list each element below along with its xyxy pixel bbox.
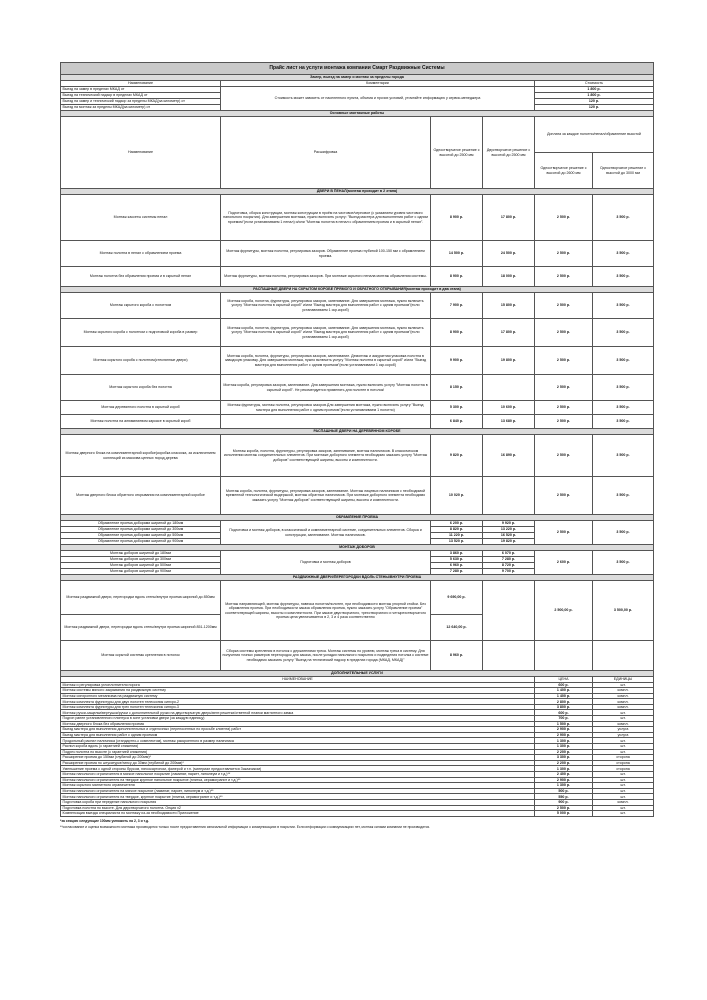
extra-service-unit: компл. bbox=[593, 693, 654, 699]
footnotes bbox=[60, 820, 653, 830]
price-single: 7 280 р. bbox=[431, 569, 483, 575]
extra-service-price: 1 300 р. bbox=[535, 744, 593, 750]
service-name: Обрамление проема доборами шириной до 300мм bbox=[61, 527, 221, 533]
col-header: ЕДИНИЦЫ bbox=[593, 677, 654, 683]
table-row bbox=[61, 293, 654, 319]
page-title: Прайс лист на услуги монтажа компании Смарт Раздвижные Системы bbox=[61, 63, 654, 75]
service-name: Монтаж полотна на алюминиевом каркасе в скрытый короб bbox=[61, 415, 221, 429]
service-desc: Монтаж короба, полотна, фурнитуры, регулировка зазоров, запенивание. Монтаж лицевых наличников с необходимой временной технологической выдержкой, монтаж обратных наличников. При монтаже доборного элемента необходимо заказать услугу "Монтаж доборов" соответствующей ширины, высоты и комплектности. bbox=[221, 477, 431, 515]
surcharge-2600: 2 500 р. bbox=[535, 477, 593, 515]
service-name: Обрамление проема доборами шириной до 500мм bbox=[61, 533, 221, 539]
service-desc: Монтаж короба, полотна, фурнитуры, регулировка зазоров, запенивание, монтаж наличников. В классическом исполнении монтаж соединительных элементов. При монтаже доборного элемента необходимо заказать услугу "Монтаж доборов" соответствующей ширины, высоты и комплектности. bbox=[221, 435, 431, 477]
extra-service-name: Распил короба вдоль (с гарантией снижения) bbox=[61, 744, 535, 750]
surcharge-2600: 2 500 р. bbox=[535, 375, 593, 401]
price-single: 8 900 р. bbox=[431, 319, 483, 347]
surcharge-3000: 3 500 р. bbox=[593, 241, 654, 267]
section-razd: РАЗДВИЖНЫЕ ДВЕРИ/ПЕРЕГОРОДКИ ВДОЛЬ СТЕНЫ/ВНУТРИ ПРОЕМА bbox=[61, 575, 654, 581]
extra-service-unit: шт. bbox=[593, 738, 654, 744]
price-table bbox=[60, 62, 654, 817]
extra-service-unit: шт. bbox=[593, 682, 654, 688]
service-name: Монтаж кассеты системы пенал bbox=[61, 195, 221, 241]
price-double: 19 820 р. bbox=[483, 539, 535, 545]
extra-service-unit: сторона bbox=[593, 766, 654, 772]
price-double: 13 220 р. bbox=[483, 527, 535, 533]
extra-service-unit: шт. bbox=[593, 794, 654, 800]
service-desc bbox=[221, 415, 431, 429]
service-name: Монтаж доборов шириной до 500мм bbox=[61, 563, 221, 569]
price-double: 9 700 р. bbox=[483, 569, 535, 575]
price-double bbox=[483, 477, 535, 515]
service-name: Выезд на замер и технический надзор за пределы МКАД(за километр) от bbox=[61, 99, 221, 105]
surcharge-2600: 2 500 р. bbox=[535, 195, 593, 241]
price-single: 12 640,00 р. bbox=[431, 615, 483, 641]
price-list-document bbox=[60, 62, 653, 832]
extra-service-name: Компенсация выезда специалиста по монтажу из-за необходимости Приложение bbox=[61, 811, 535, 817]
extra-service-name: Выезд мастера для выполнения дополнительных и отделочных (переносенных по просьбе клиента) работ bbox=[61, 727, 535, 733]
extra-service-name: Монтаж ручки-защелки/вертушки/ручки с дополнительной ручки на двустворчатую дверь/вент.решетки/ответной планки магнитного замка bbox=[61, 710, 535, 716]
extra-service-unit: шт. bbox=[593, 744, 654, 750]
service-name: Монтаж доборов шириной до 900мм bbox=[61, 569, 221, 575]
service-desc: Подготовка, сборка конструкции, монтаж конструкции в проём на чистовое/черновое (с указанием уровня чистового напольного покрытия). Для завершения монтажа, нужно включить услугу: "Выезд мастера для выполнения работ с одним проемом"(если устанавливаем 1 пенал) и/или "Монтаж полотна в пенал с обрамлением проема и в скрытый пенал". bbox=[221, 195, 431, 241]
extra-service-name: Монтаж напольного ограничителя на твердое, крупное покрытие (плитка, керамогранит и т.д.)** bbox=[61, 794, 535, 800]
surcharge-2600: 2 500 р. bbox=[535, 415, 593, 429]
service-desc: Монтаж фурнитуры, монтаж полотна, регулировка зазоров.Для завершения монтажа, нужно включить услугу "Выезд мастера для выполнения работ с одним проемом"(если устанавливаем 1 полотно) bbox=[221, 401, 431, 415]
table-row bbox=[61, 477, 654, 515]
price-double: 19 800 р. bbox=[483, 347, 535, 375]
extra-service-name: Монтаж дверного блока без обрамления проема bbox=[61, 721, 535, 727]
extra-service-price: 500 р. bbox=[535, 788, 593, 794]
col-header: Одностворчатое решение с высотой до 2600 мм bbox=[535, 153, 593, 189]
surcharge-3000: 3 500 р. bbox=[593, 293, 654, 319]
col-header: Наименование bbox=[61, 81, 221, 87]
price-single: 14 500 р. bbox=[431, 241, 483, 267]
col-header: Наименование bbox=[61, 117, 221, 189]
price: 120 р. bbox=[535, 105, 654, 111]
service-name: Монтаж скрытого короба с полотном с подготовкой короба в размер bbox=[61, 319, 221, 347]
extra-service-unit: услуга bbox=[593, 732, 654, 738]
extra-service-price: 1 300 р. bbox=[535, 766, 593, 772]
price-single: 8 960 р. bbox=[431, 641, 483, 671]
extra-service-name: Подгон ранее установленного плинтуса в зоне установки двери (за каждую единицу) bbox=[61, 716, 535, 722]
section-extra: ДОПОЛНИТЕЛЬНЫЕ УСЛУГИ bbox=[61, 671, 654, 677]
price-single: 5 630 р. bbox=[431, 557, 483, 563]
service-name: Монтаж раздвижной двери, перегородки вдоль стены/внутри проема шириной до 850мм bbox=[61, 581, 221, 615]
surcharge-2600: 2 500 р. bbox=[535, 521, 593, 545]
col-header: ЦЕНА bbox=[535, 677, 593, 683]
price-double bbox=[483, 375, 535, 401]
section-dob: МОНТАЖ ДОБОРОВ bbox=[61, 545, 654, 551]
price-double bbox=[483, 641, 535, 671]
extra-service-name: Монтаж напольного ограничителя в мягкое напольное покрытие (ламинат, паркет, линолеум и т.д.)** bbox=[61, 772, 535, 778]
service-desc: Подготовка и монтаж доборов, в классической и комплиментарной системе, соединительных элементов. Сборка и конструкции, запенивание. Монтаж наличников. bbox=[221, 521, 431, 545]
surcharge-3000 bbox=[593, 641, 654, 671]
col-header: Одностворчатое решение с высотой до 3000 мм bbox=[593, 153, 654, 189]
surcharge-2600: 2 500 р. bbox=[535, 293, 593, 319]
surcharge-3000: 3 500 р. bbox=[593, 521, 654, 545]
service-name: Обрамление проема доборами шириной до 900мм bbox=[61, 539, 221, 545]
price-single: 8 900 р. bbox=[431, 195, 483, 241]
extra-service-price: 1 400 р. bbox=[535, 688, 593, 694]
service-name: Монтаж дверного блока обратного открывания на комплиментарной коробке bbox=[61, 477, 221, 515]
extra-service-unit: шт. bbox=[593, 805, 654, 811]
service-name: Обрамление проема доборами шириной до 180мм bbox=[61, 521, 221, 527]
price-single: 13 520 р. bbox=[431, 539, 483, 545]
surcharge-3000: 3 500 р. bbox=[593, 195, 654, 241]
table-row bbox=[61, 241, 654, 267]
table-row bbox=[61, 401, 654, 415]
extra-service-unit: услуга bbox=[593, 727, 654, 733]
extra-service-name: Монтаж напольного ограничителя на твердое крупное напольное покрытие (плитка, керамогранит и т.д.)** bbox=[61, 777, 535, 783]
extra-service-name: Расширение проема до 150мм (глубиной до 200мм)* bbox=[61, 755, 535, 761]
service-desc: Подготовка и монтаж доборов bbox=[221, 551, 431, 575]
table-row bbox=[61, 641, 654, 671]
extra-service-name: Монтаж системы мягкого закрывания на раздвижную систему bbox=[61, 688, 535, 694]
extra-service-price: 600 р. bbox=[535, 710, 593, 716]
surcharge-2600: 2 500 р. bbox=[535, 435, 593, 477]
extra-service-unit: сторона bbox=[593, 760, 654, 766]
surcharge-2600 bbox=[535, 641, 593, 671]
extra-service-name: Выезд мастера для выполнения работ с одним проемом bbox=[61, 732, 535, 738]
price-single: 8 820 р. bbox=[431, 527, 483, 533]
service-name: Монтаж полотна в пенал с обрамлением проема bbox=[61, 241, 221, 267]
col-header: Расшифровка bbox=[221, 117, 431, 189]
price-double: 7 280 р. bbox=[483, 557, 535, 563]
surcharge-2600: 2 500,00 р. bbox=[535, 581, 593, 641]
service-name: Монтаж раздвижной двери, перегородки вдоль стены/внутри проема шириной 851-1200мм bbox=[61, 615, 221, 641]
extra-service-price: 550 р. bbox=[535, 794, 593, 800]
price-single: 5 300 р. bbox=[431, 401, 483, 415]
surcharge-2600: 2 500 р. bbox=[535, 267, 593, 287]
extra-service-price: 5 000 р. bbox=[535, 811, 593, 817]
table-row bbox=[61, 195, 654, 241]
price-single: 3 860 р. bbox=[431, 551, 483, 557]
table-row bbox=[61, 117, 654, 153]
extra-service-price: 2 800 р. bbox=[535, 699, 593, 705]
service-desc: Монтаж фурнитуры, монтаж полотна, регулировка зазоров. При монтаже скрытого пенала монтаж обрамления системы. bbox=[221, 267, 431, 287]
extra-service-price: 2 500 р. bbox=[535, 805, 593, 811]
surcharge-3000: 3 500 р. bbox=[593, 267, 654, 287]
extra-service-price: 2 900 р. bbox=[535, 777, 593, 783]
price-double: 9 920 р. bbox=[483, 521, 535, 527]
extra-service-name: Уменьшение проема с одной стороны брусом, гипсокартоном, фанерой и т.п. (материал предоставляется Заказчиком) bbox=[61, 766, 535, 772]
service-desc: Монтаж короба, полотна, фурнитуры, регулировка зазоров, запенивание. Для завершения монтажа, нужно включить услугу "Монтаж полотна в скрытый короб" и/или "Выезд мастера для выполнения работ с одним проемом"(если устанавливаем 1 скр.короб) bbox=[221, 319, 431, 347]
table-row bbox=[61, 415, 654, 429]
extra-service-price: 2 900 р. bbox=[535, 732, 593, 738]
price-single: 9 690,00 р. bbox=[431, 581, 483, 615]
service-name: Монтаж скрытой системы крепления в потолок bbox=[61, 641, 221, 671]
price-single: 6 840 р. bbox=[431, 415, 483, 429]
col-header: Доплата за каждое полотно/пенал/обрамление высотой bbox=[535, 117, 654, 153]
extra-service-unit: шт. bbox=[593, 749, 654, 755]
table-row bbox=[61, 811, 654, 817]
extra-service-name: Расширение проема по штукатурке/гипсу до 30мм (глубиной до 200мм)* bbox=[61, 760, 535, 766]
section-penal: ДВЕРИ В ПЕНАЛ(монтаж проходит в 2 этапа) bbox=[61, 189, 654, 195]
table-row bbox=[61, 63, 654, 75]
extra-service-unit: шт. bbox=[593, 811, 654, 817]
extra-service-unit: компл. bbox=[593, 688, 654, 694]
price-single: 10 020 р. bbox=[431, 477, 483, 515]
price-single: 6 960 р. bbox=[431, 563, 483, 569]
col-header: НАИМЕНОВАНИЕ bbox=[61, 677, 535, 683]
zamer-comment: Стоимость может зависеть от населенного пункта, объема и прочих условий, уточняйте информацию у сервис-менеджера bbox=[221, 87, 535, 111]
extra-service-price: 1 300 р. bbox=[535, 783, 593, 789]
extra-service-unit: шт. bbox=[593, 716, 654, 722]
service-name: Монтаж скрытого короба с полотном bbox=[61, 293, 221, 319]
table-row bbox=[61, 375, 654, 401]
price-double: 18 000 р. bbox=[483, 267, 535, 287]
price-double: 6 070 р. bbox=[483, 551, 535, 557]
service-name: Выезд на замер в пределах МКАД от bbox=[61, 87, 221, 93]
surcharge-3000: 3 500 р. bbox=[593, 551, 654, 575]
surcharge-3000: 3 500 р. bbox=[593, 347, 654, 375]
price: 1 800 р. bbox=[535, 93, 654, 99]
service-name: Монтаж доборов шириной до 300мм bbox=[61, 557, 221, 563]
extra-service-unit: шт. bbox=[593, 788, 654, 794]
price-single: 9 820 р. bbox=[431, 435, 483, 477]
extra-service-price: 2 900 р. bbox=[535, 727, 593, 733]
surcharge-3000: 3 500 р. bbox=[593, 477, 654, 515]
extra-service-unit: шт. bbox=[593, 772, 654, 778]
extra-service-price: 2 200 р. bbox=[535, 749, 593, 755]
footnote: **согласование и оценка возможности монтажа производится только после предоставления изначальной информации о коммуникациях в покрытии. Если информации о коммуникациях нет, монтаж силами компании не производится. bbox=[60, 824, 431, 829]
extra-service-price: 1 500 р. bbox=[535, 721, 593, 727]
extra-service-price: 900 р. bbox=[535, 799, 593, 805]
surcharge-3000: 3 500,00 р. bbox=[593, 581, 654, 641]
section-hidden: РАСПАШНЫЕ ДВЕРИ НА СКРЫТОМ КОРОБЕ ПРЯМОГО И ОБРАТНОГО ОТКРЫВАНИЯ(монтаж проходит в два этапа) bbox=[61, 287, 654, 293]
surcharge-2600: 2 600 р. bbox=[535, 551, 593, 575]
table-row bbox=[61, 435, 654, 477]
extra-service-name: Подготовка полотна по высоте. Для двустворчатого полотна. Опция х2 bbox=[61, 805, 535, 811]
extra-service-unit: шт. bbox=[593, 777, 654, 783]
price: 1 800 р. bbox=[535, 87, 654, 93]
price-double: 8 720 р. bbox=[483, 563, 535, 569]
surcharge-2600: 2 500 р. bbox=[535, 347, 593, 375]
surcharge-2600: 2 500 р. bbox=[535, 241, 593, 267]
service-desc: Монтаж направляющей, монтаж фурнитуры, навеска полотна/полотен, при необходимости монтаж упорной стойки. Без обрамления проема. При необходимости заказа обрамления проема, нужно заказать услугу "Обрамление проема" соответствующей ширины, высоты и комплектности. При заказе двустворчатого, трехстворчатого и четырехстворчатого проема цена увеличивается в 2, 3 и 4 раза соответственно bbox=[221, 581, 431, 641]
table-row bbox=[61, 267, 654, 287]
extra-service-price: 3 300 р. bbox=[535, 755, 593, 761]
extra-service-price: 1 300 р. bbox=[535, 738, 593, 744]
price-double: 16 890 р. bbox=[483, 435, 535, 477]
extra-service-price: 3 800 р. bbox=[535, 704, 593, 710]
section-zamer: Замер, выезд на замер и монтаж за пределы города bbox=[61, 75, 654, 81]
surcharge-3000: 3 500 р. bbox=[593, 435, 654, 477]
extra-service-name: Монтаж синхронного механизма на раздвижную систему bbox=[61, 693, 535, 699]
extra-service-unit: компл. bbox=[593, 799, 654, 805]
surcharge-3000: 3 500 р. bbox=[593, 401, 654, 415]
extra-service-price: 2 400 р. bbox=[535, 772, 593, 778]
extra-service-price: 700 р. bbox=[535, 716, 593, 722]
price-double: 13 680 р. bbox=[483, 415, 535, 429]
surcharge-3000: 3 500 р. bbox=[593, 415, 654, 429]
price-single: 9 900 р. bbox=[431, 347, 483, 375]
service-desc: Монтаж короба, полотна, фурнитуры, регулировка зазоров, запенивание. Для завершения монтажа, нужно включить услугу "Монтаж полотна в скрытый короб" и/или "Выезд мастера для выполнения работ с одним проемом"(если устанавливаем 1 скр.короб) bbox=[221, 293, 431, 319]
service-desc: Монтаж фурнитуры, монтаж полотна, регулировка зазоров. Обрамление проема глубиной 100-150 мм с обрамлением проема. bbox=[221, 241, 431, 267]
service-desc: Монтаж короба, полотна, фурнитуры, регулировка зазоров, запенивание. Демонтаж и аккуратная упаковка полотна в заводскую упаковку. Для завершения монтажа, нужно включить услугу "Монтаж полотна в скрытый короб" и/или "Выезд мастера для выполнения работ с одним проемом"(если устанавливаем 1 скр.короб) bbox=[221, 347, 431, 375]
price-double: 24 500 р. bbox=[483, 241, 535, 267]
price: 120 р. bbox=[535, 99, 654, 105]
extra-service-unit: компл. bbox=[593, 704, 654, 710]
extra-service-unit: сторона bbox=[593, 755, 654, 761]
extra-service-name: Монтаж скрытого магнитного ограничителя bbox=[61, 783, 535, 789]
service-name: Монтаж дверного блока на комплиментарной коробке(коробка классика, за исключением коллекций из массива ценных пород дерева bbox=[61, 435, 221, 477]
service-name: Монтаж полотна без обрамления проема и в скрытый пенал bbox=[61, 267, 221, 287]
surcharge-3000: 3 500 р. bbox=[593, 375, 654, 401]
price-single: 6 200 р. bbox=[431, 521, 483, 527]
extra-service-name: Продольный распил наличника (стандартно-с комплектом), монтаж раскроенного в размер наличника bbox=[61, 738, 535, 744]
extra-service-name: Монтаж и регулировка углоплотнителя порога bbox=[61, 682, 535, 688]
service-name: Монтаж доборов шириной до 180мм bbox=[61, 551, 221, 557]
table-row bbox=[61, 581, 654, 615]
price-double: 16 520 р. bbox=[483, 533, 535, 539]
table-row bbox=[61, 319, 654, 347]
extra-service-name: Монтаж напольного ограничителя на мягкое покрытие (ламинат, паркет, линолеум и т.д.)** bbox=[61, 788, 535, 794]
surcharge-2600: 2 500 р. bbox=[535, 401, 593, 415]
service-name: Монтаж деревянного полотна в скрытый короб bbox=[61, 401, 221, 415]
col-header: Комментарии bbox=[221, 81, 535, 87]
extra-service-price: 2 200 р. bbox=[535, 760, 593, 766]
extra-service-unit: шт. bbox=[593, 783, 654, 789]
extra-service-name: Подрез полотна по высоте (с гарантией снижения) bbox=[61, 749, 535, 755]
price-double: 15 800 р. bbox=[483, 293, 535, 319]
surcharge-2600: 2 500 р. bbox=[535, 319, 593, 347]
extra-service-name: Подготовка короба при переделке напольного покрытия bbox=[61, 799, 535, 805]
section-main: Основные монтажные работы bbox=[61, 111, 654, 117]
price-single: 8 150 р. bbox=[431, 375, 483, 401]
service-desc: Сборка системы крепления в потолок с держателями трека. Монтаж системы по уровню, монтаж трека в систему. Для получения точных размеров перегородок для заказа, после укладки напольного покрытия и подведения потолка к системе необходимо заказать услугу "Выезд на технический надзор в пределах города (МКАД, МКАД)" bbox=[221, 641, 431, 671]
col-header: Одностворчатое решение с высотой до 2500 мм bbox=[431, 117, 483, 189]
service-name: Монтаж скрытого короба с полотном(стеклянные двери) bbox=[61, 347, 221, 375]
footnote: *за секцию следующие 100мм умножить на 2, 3 и т.д. bbox=[60, 818, 150, 823]
extra-service-unit: шт. bbox=[593, 710, 654, 716]
price-double: 17 800 р. bbox=[483, 195, 535, 241]
price-double bbox=[483, 581, 535, 641]
extra-service-unit: компл. bbox=[593, 721, 654, 727]
service-desc: Монтаж короба, регулировка зазоров, запенивание. Для завершения монтажа, нужно включить услугу "Монтаж полотна в скрытый короб". Не рекомендуется применять для полотен в потолок! bbox=[221, 375, 431, 401]
service-name: Выезд на монтаж за пределы МКАД(за километр) от bbox=[61, 105, 221, 111]
price-double: 10 600 р. bbox=[483, 401, 535, 415]
service-name: Выезд на технический надзор в пределах МКАД от bbox=[61, 93, 221, 99]
extra-service-unit: компл. bbox=[593, 699, 654, 705]
section-wood: РАСПАШНЫЕ ДВЕРИ НА ДЕРЕВЯННОМ КОРОБЕ bbox=[61, 429, 654, 435]
price-single: 8 900 р. bbox=[431, 267, 483, 287]
surcharge-3000: 3 500 р. bbox=[593, 319, 654, 347]
price-single: 11 220 р. bbox=[431, 533, 483, 539]
extra-service-price: 600 р. bbox=[535, 682, 593, 688]
col-header: Стоимость bbox=[535, 81, 654, 87]
price-double: 17 800 р. bbox=[483, 319, 535, 347]
service-name: Монтаж скрытого короба без полотна bbox=[61, 375, 221, 401]
extra-service-name: Монтаж комплекта фурнитуры для двух полотен телескопик синхро-2 bbox=[61, 699, 535, 705]
price-single: 7 900 р. bbox=[431, 293, 483, 319]
table-row bbox=[61, 347, 654, 375]
col-header: Двустворчатое решение с высотой до 2500 мм bbox=[483, 117, 535, 189]
extra-service-name: Монтаж комплекта фурнитуры для трех полотен телескопик синхро-3 bbox=[61, 704, 535, 710]
section-obr: ОБРАМЛЕНИЕ ПРОЕМА bbox=[61, 515, 654, 521]
extra-service-price: 1 400 р. bbox=[535, 693, 593, 699]
